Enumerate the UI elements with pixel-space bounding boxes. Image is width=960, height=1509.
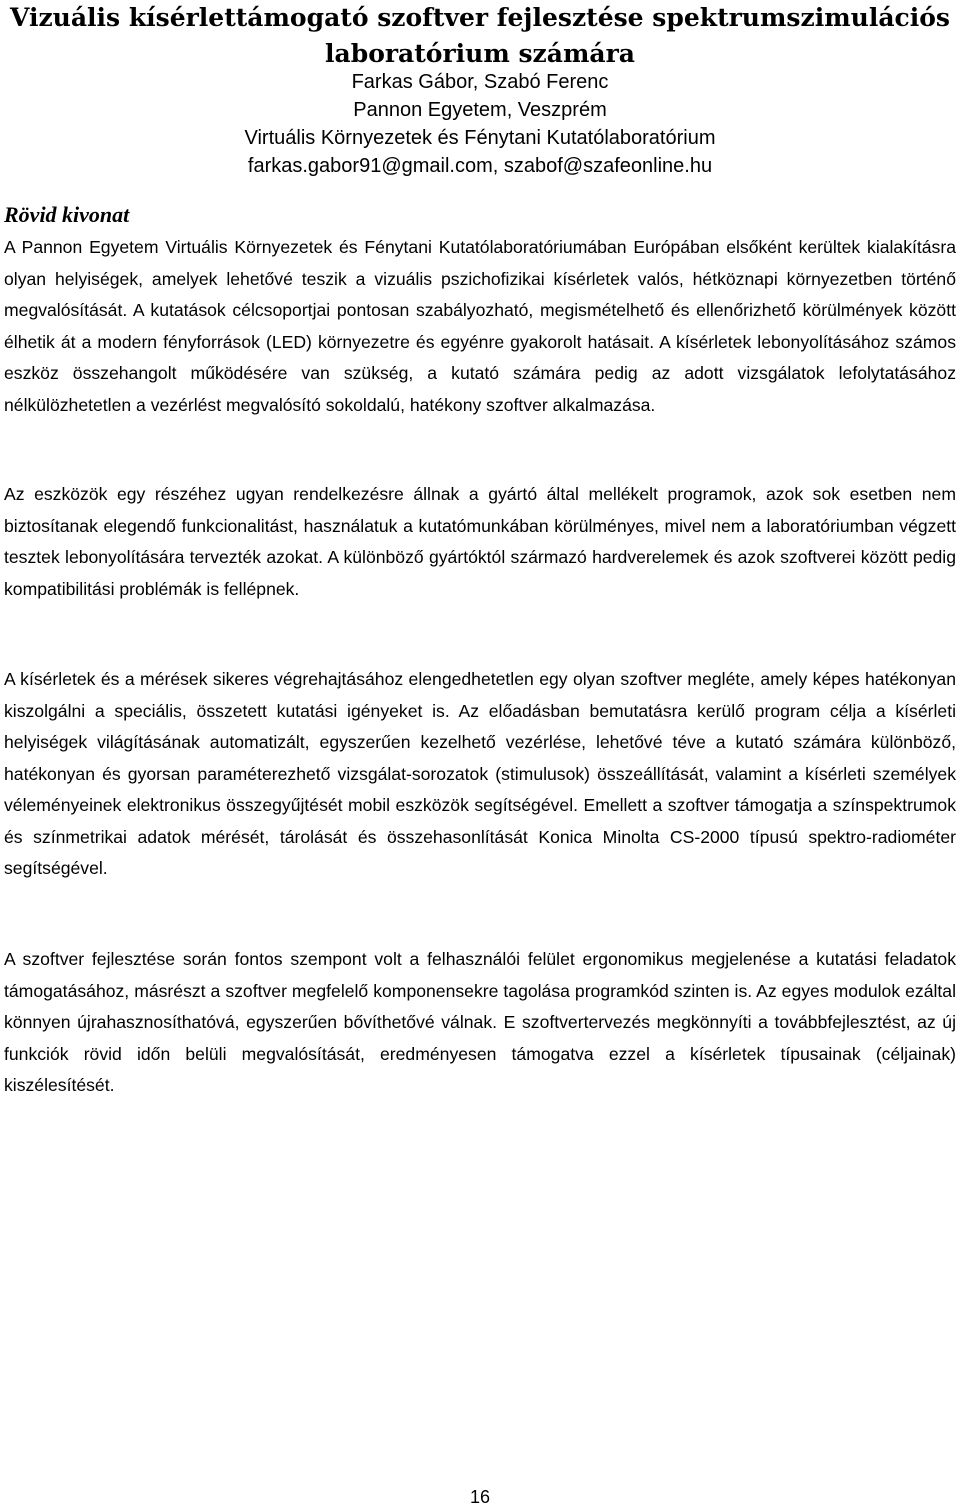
- abstract-paragraph-1: A Pannon Egyetem Virtuális Környezetek és Fénytani Kutatólaboratóriumában Európában elsőként kerültek kialakításra olyan helyiségek, amelyek lehetővé teszik a vizuális pszichofizikai kísérletek valós, hétköznapi környezetben történő megvalósítását. A kutatások célcsoportjai pontosan szabályozható, megismételhető és ellenőrizhető körülmények között élhetik át a modern fényforrások (LED) környezetre és egyénre gyakorolt hatásait. A kísérletek lebonyolításához számos eszköz összehangolt működésére van szükség, a kutató számára pedig az adott vizsgálatok lefolytatásához nélkülözhetetlen a vezérlést megvalósító sokoldalú, hatékony szoftver alkalmazása.: [4, 237, 956, 415]
- author-names: Farkas Gábor, Szabó Ferenc: [351, 71, 609, 93]
- abstract-heading: Rövid kivonat: [4, 202, 130, 227]
- paper-title-line-2: laboratórium számára: [325, 39, 635, 68]
- author-block: [0, 68, 960, 180]
- author-institution: Pannon Egyetem, Veszprém: [353, 99, 607, 121]
- author-emails: farkas.gabor91@gmail.com, szabof@szafeonline.hu: [247, 155, 713, 177]
- paper-title: [0, 0, 960, 72]
- author-lab: Virtuális Környezetek és Fénytani Kutatólaboratórium: [244, 127, 716, 149]
- paper-title-line-1: Vizuális kísérlettámogató szoftver fejlesztése spektrumszimulációs: [10, 3, 950, 32]
- abstract-paragraph-4: A szoftver fejlesztése során fontos szempont volt a felhasználói felület ergonomikus megjelenése a kutatási feladatok támogatásához, másrészt a szoftver megfelelő komponensekre tagolása programkód szinten is. Az egyes modulok ezáltal könnyen újrahasznosíthatóvá, egyszerűen bővíthetővé válnak. E szoftvertervezés megkönnyíti a továbbfejlesztést, az új funkciók rövid időn belüli megvalósítását, eredményesen támogatva ezzel a kísérletek típusainak (céljainak) kiszélesítését.: [4, 949, 956, 1095]
- abstract-paragraph-3: A kísérletek és a mérések sikeres végrehajtásához elengedhetetlen egy olyan szoftver megléte, amely képes hatékonyan kiszolgálni a speciális, összetett kutatási igényeket is. Az előadásban bemutatásra kerülő program célja a kísérleti helyiségek világításának automatizált, egyszerűen kezelhető vezérlése, lehetővé téve a kutató számára különböző, hatékonyan és gyorsan paraméterezhető vizsgálat-sorozatok (stimulusok) összeállítását, valamint a kísérleti személyek véleményeinek elektronikus összegyűjtését mobil eszközök segítségével. Emellett a szoftver támogatja a színspektrumok és színmetrikai adatok mérését, tárolását és összehasonlítását Konica Minolta CS-2000 típusú spektro-radiométer segítségével.: [4, 669, 956, 878]
- page-number: 16: [469, 1487, 491, 1507]
- abstract-paragraph-2: Az eszközök egy részéhez ugyan rendelkezésre állnak a gyártó által mellékelt programok, azok sok esetben nem biztosítanak elegendő funkcionalitást, használatuk a kutatómunkában körülményes, mivel nem a laboratóriumban végzett tesztek lebonyolítására tervezték azokat. A különböző gyártóktól származó hardverelemek és azok szoftverei között pedig kompatibilitási problémák is fellépnek.: [4, 484, 956, 599]
